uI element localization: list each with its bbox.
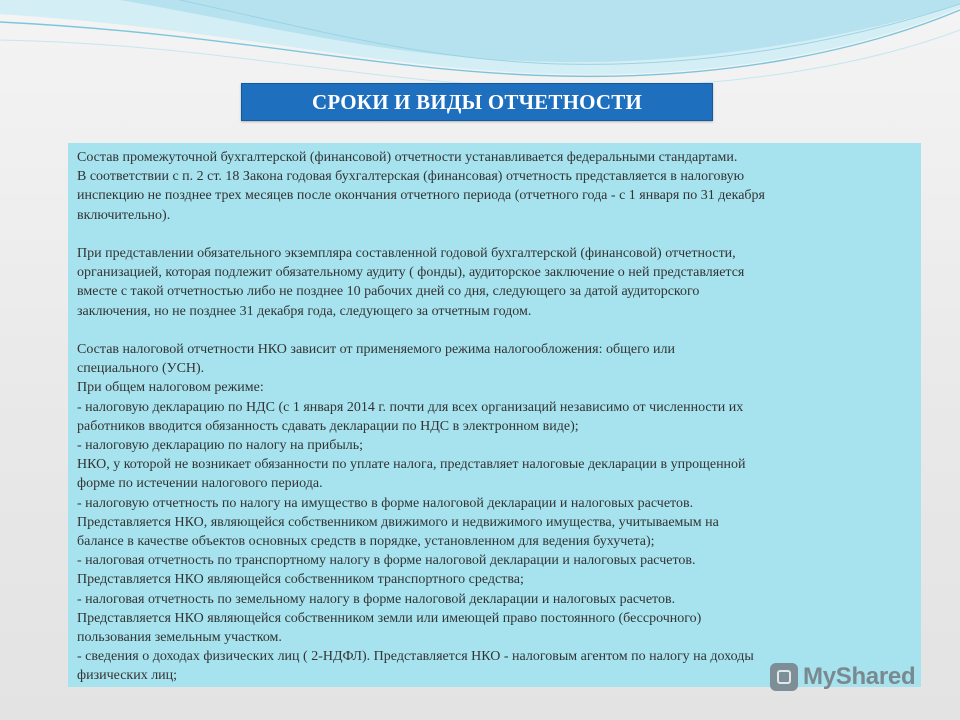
text-line: Представляется НКО, являющейся собственником движимого и недвижимого имущества, учитываемым на — [77, 514, 719, 530]
text-line: заключения, но не позднее 31 декабря года, следующего за отчетным годом. — [77, 303, 532, 319]
text-line: физических лиц; — [77, 668, 178, 684]
text-line: Состав промежуточной бухгалтерской (финансовой) отчетности устанавливается федеральными стандартами. — [77, 150, 738, 165]
text-line: организацией, которая подлежит обязательному аудиту ( фонды), аудиторское заключение о ней представляется — [77, 265, 745, 281]
text-line: - налоговую декларацию по налогу на прибыль; — [77, 438, 363, 454]
text-line: вместе с такой отчетностью либо не позднее 10 рабочих дней со дня, следующего за датой аудиторского — [77, 284, 700, 300]
text-line: включительно). — [77, 207, 171, 223]
content-box — [68, 143, 921, 687]
watermark-text: MyShared — [803, 663, 916, 690]
slide-title: СРОКИ И ВИДЫ ОТЧЕТНОСТИ — [311, 89, 643, 114]
paragraph-1 — [77, 148, 913, 225]
text-line: НКО, у которой не возникает обязанности по уплате налога, представляет налоговые декларации в упрощенной — [77, 457, 746, 473]
text-line: Представляется НКО являющейся собственником транспортного средства; — [77, 572, 524, 588]
text-line: - налоговая отчетность по земельному налогу в форме налоговой декларации и налоговых расчетов. — [77, 591, 676, 607]
watermark — [770, 660, 930, 694]
wave-decoration — [0, 0, 960, 90]
text-line: специального (УСН). — [77, 361, 205, 377]
text-line: - налоговая отчетность по транспортному налогу в форме налоговой декларации и налоговых расчетов. — [77, 553, 696, 569]
text-line: инспекцию не позднее трех месяцев после окончания отчетного периода (отчетного года - с 1 января по 31 декабря — [77, 188, 765, 204]
text-line: форме по истечении налогового периода. — [77, 476, 323, 492]
text-line: При общем налоговом режиме: — [77, 380, 264, 396]
title-banner — [241, 83, 713, 121]
text-line: В соответствии с п. 2 ст. 18 Закона годовая бухгалтерская (финансовая) отчетность представляется в налоговую — [77, 169, 745, 185]
text-line: Представляется НКО являющейся собственником земли или имеющей право постоянного (бессрочного) — [77, 610, 702, 626]
text-line: работников вводится обязанность сдавать декларации по НДС в электронном виде); — [77, 418, 579, 434]
text-line: Состав налоговой отчетности НКО зависит от применяемого режима налогообложения: общего или — [77, 342, 675, 357]
paragraph-3 — [77, 340, 913, 686]
text-line: пользования земельным участком. — [77, 630, 282, 646]
paragraph-2 — [77, 244, 913, 321]
myshared-logo-icon — [770, 663, 798, 691]
text-line: - налоговую отчетность по налогу на имущество в форме налоговой декларации и налоговых расчетов. — [77, 495, 694, 511]
text-line: - налоговую декларацию по НДС (с 1 января 2014 г. почти для всех организаций независимо от численности их — [77, 399, 744, 415]
text-line: - сведения о доходах физических лиц ( 2-НДФЛ). Представляется НКО - налоговым агентом по налогу на доходы — [77, 649, 754, 665]
text-line: При представлении обязательного экземпляра составленной годовой бухгалтерской (финансовой) отчетности, — [77, 246, 736, 261]
text-line: балансе в качестве объектов основных средств в порядке, установленном для ведения бухучета); — [77, 534, 655, 550]
